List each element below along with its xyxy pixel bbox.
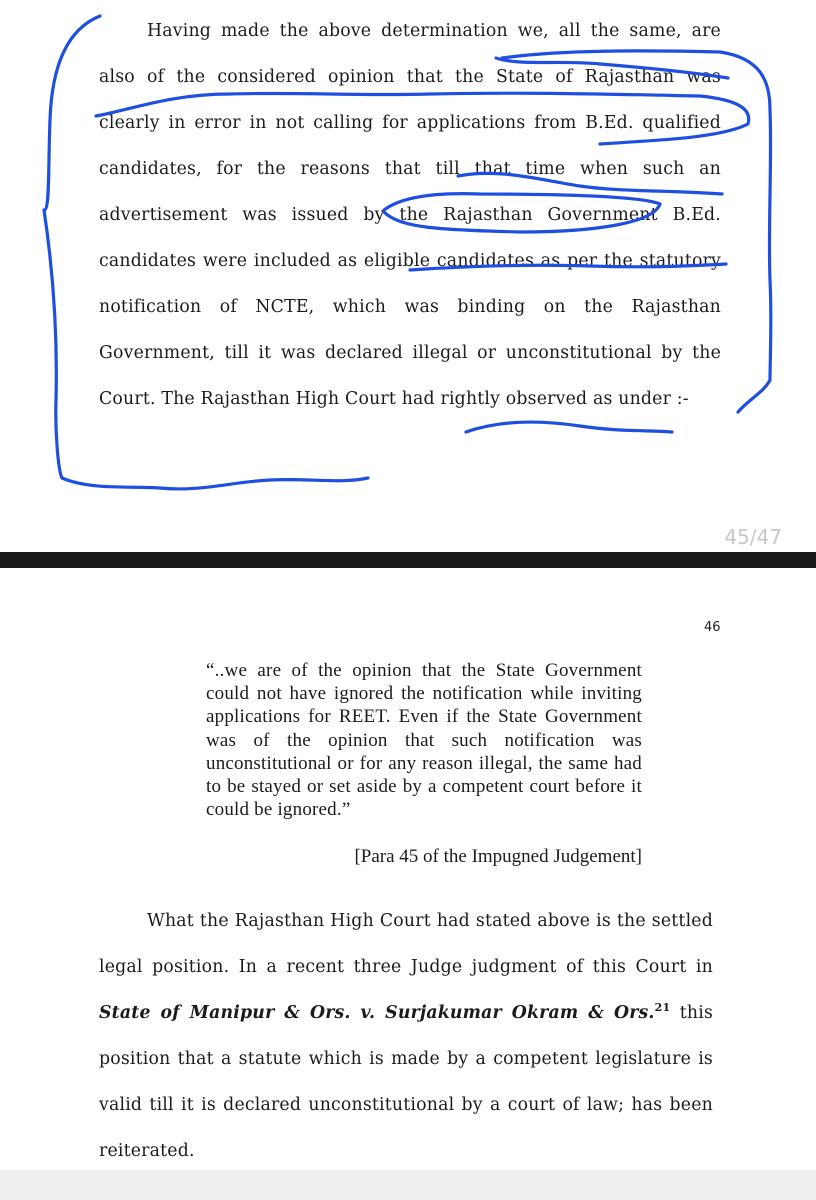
paragraph-text-2 xyxy=(99,898,713,1174)
body-paragraph xyxy=(99,8,721,422)
body-paragraph-2 xyxy=(99,898,713,1174)
paragraph-text-start: What the Rajasthan High Court had stated above is the settled legal position. In a recent three Judge judgment of this Court in xyxy=(99,911,713,977)
quote-citation: [Para 45 of the Impugned Judgement] xyxy=(354,846,642,867)
page-divider xyxy=(0,552,816,568)
case-citation-name: State of Manipur & Ors. v. Surjakumar Okram & Ors. xyxy=(99,1003,655,1023)
page-counter: 45/47 xyxy=(724,525,782,549)
footer-strip xyxy=(0,1170,816,1200)
paragraph-text: Having made the above determination we, all the same, are also of the considered opinion that the State of Rajasthan was clearly in error in not calling for applications from B.Ed. qualified candidates, for the reasons that till that time when such an advertisement was issued by the Rajasthan Government B.Ed. candidates were included as eligible candidates as per the statutory notification of NCTE, which was binding on the Rajasthan Government, till it was declared illegal or unconstitutional by the Court. The Rajasthan High Court had rightly observed as under :- xyxy=(99,21,721,409)
upper-page xyxy=(0,0,816,552)
footnote-reference[interactable]: 21 xyxy=(654,1001,671,1015)
lower-page xyxy=(0,568,816,1170)
page-number: 46 xyxy=(704,620,721,635)
block-quote: “..we are of the opinion that the State Government could not have ignored the notification while inviting applications for REET. Even if the State Government was of the opinion that such notification was unconstitutional or for any reason illegal, the same had to be stayed or set aside by a competent court before it could be ignored.” xyxy=(206,660,642,821)
paragraph-text-end: this position that a statute which is made by a competent legislature is valid till it is declared unconstitutional by a court of law; has been reiterated. xyxy=(99,1003,714,1161)
